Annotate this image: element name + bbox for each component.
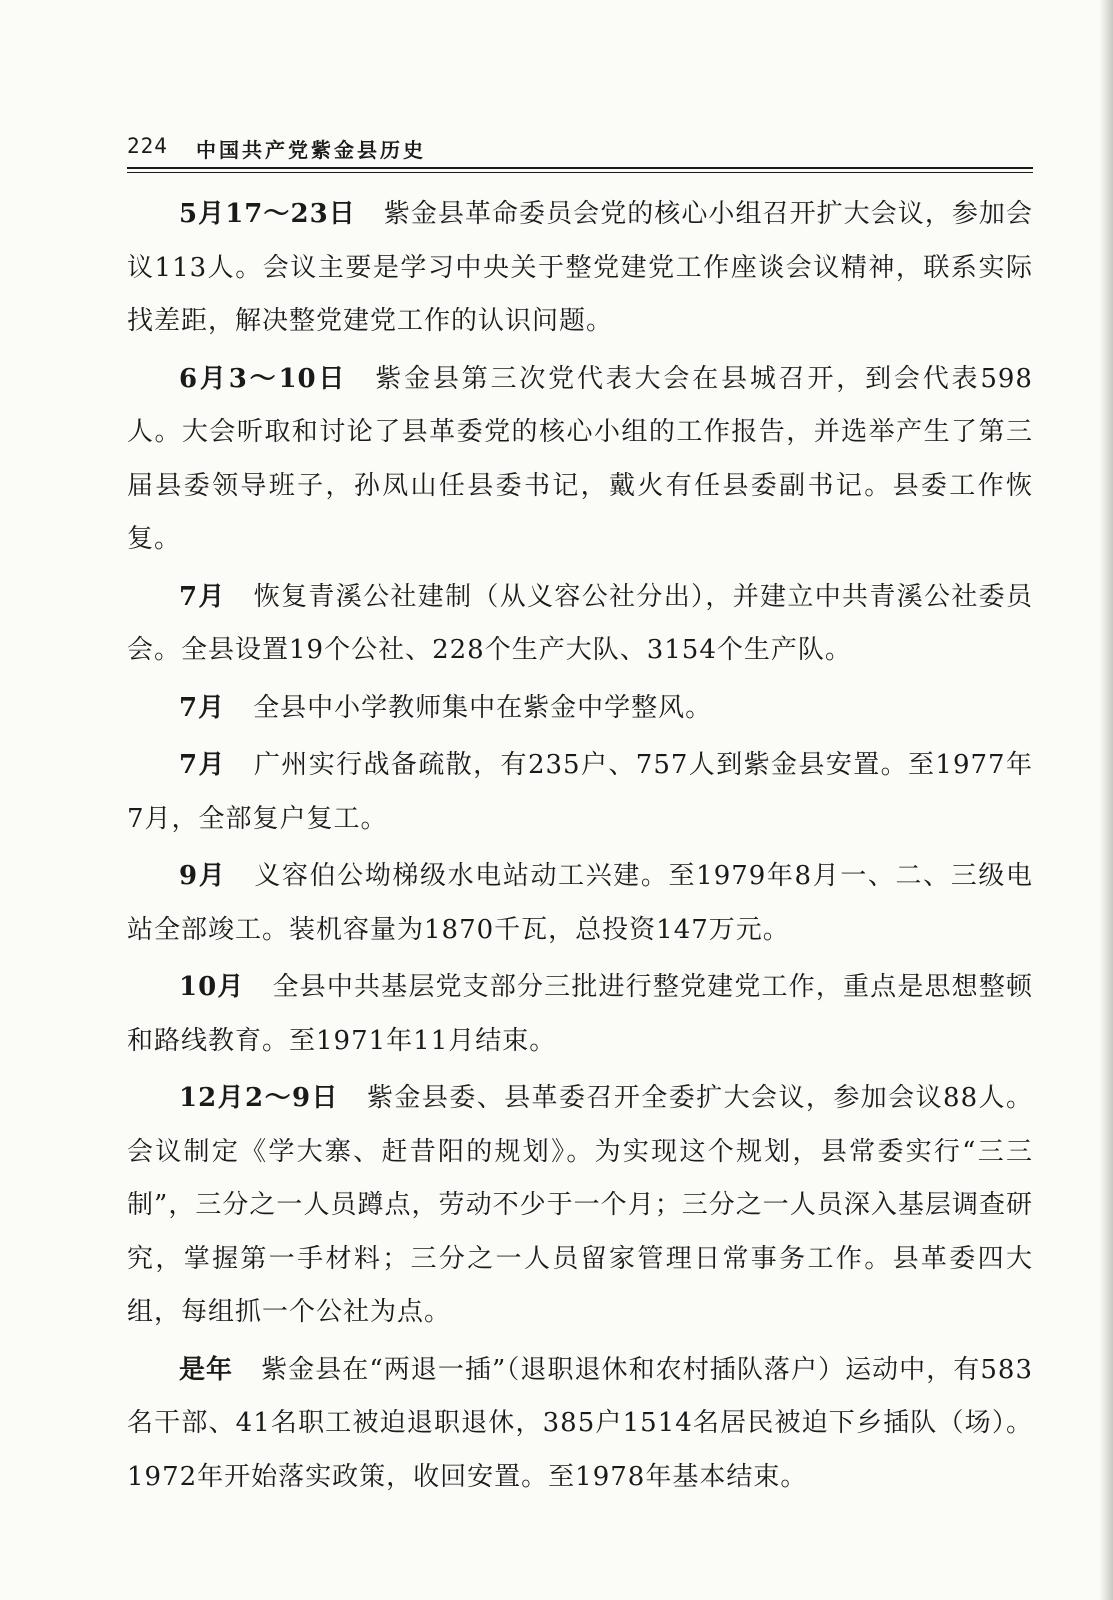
chronicle-entry <box>127 1072 1033 1340</box>
entry-date: 7月 <box>179 750 226 780</box>
chronicle-entry <box>127 1344 1033 1505</box>
entry-text: 紫金县第三次党代表大会在县城召开，到会代表598人。大会听取和讨论了县革委党的核心小组的工作报告，并选举产生了第三届县委领导班子，孙凤山任县委书记，戴火有任县委副书记。县委工作恢复。 <box>127 363 1033 554</box>
entry-date: 7月 <box>179 692 226 723</box>
entry-text: 广州实行战备疏散，有235户、757人到紫金县安置。至1977年7月，全部复户复工。 <box>127 750 1034 834</box>
book-title: 中国共产党紫金县历史 <box>196 138 426 162</box>
chronicle-entry <box>127 188 1033 349</box>
entry-text: 全县中共基层党支部分三批进行整党建党工作，重点是思想整顿和路线教育。至1971年11月结束。 <box>127 972 1033 1056</box>
chronicle-entry <box>127 961 1033 1068</box>
chronicle-entry <box>127 571 1033 678</box>
entry-text: 义容伯公坳梯级水电站动工兴建。至1979年8月一、二、三级电站全部竣工。装机容量为1870千瓦，总投资147万元。 <box>127 861 1033 945</box>
entry-text: 紫金县在“两退一插”（退职退休和农村插队落户）运动中，有583名干部、41名职工被迫退职退休，385户1514名居民被迫下乡插队（场）。1972年开始落实政策，收回安置。至1978年基本结束。 <box>127 1354 1033 1492</box>
chronicle-entry <box>127 353 1033 567</box>
entry-date: 是年 <box>179 1354 234 1385</box>
entry-text: 全县中小学教师集中在紫金中学整风。 <box>253 692 713 723</box>
entry-date: 10月 <box>179 972 245 1002</box>
chronicle-entry <box>127 850 1033 957</box>
entry-date: 9月 <box>179 861 227 891</box>
header-rule-thick <box>127 167 1033 169</box>
entry-text: 紫金县革命委员会党的核心小组召开扩大会议，参加会议113人。会议主要是学习中央关于整党建党工作座谈会议精神，联系实际找差距，解决整党建党工作的认识问题。 <box>127 199 1033 336</box>
chronicle-body <box>127 188 1033 1508</box>
entry-text: 紫金县委、县革委召开全委扩大会议，参加会议88人。会议制定《学大寨、赶昔阳的规划》。为实现这个规划，县常委实行“三三制”，三分之一人员蹲点，劳动不少于一个月；三分之一人员深入基层调查研究，掌握第一手材料；三分之一人员留家管理日常事务工作。县革委四大组，每组抓一个公社为点。 <box>127 1083 1033 1327</box>
entry-date: 6月3～10日 <box>179 363 348 394</box>
page-number: 224 <box>127 134 168 158</box>
entry-text: 恢复青溪公社建制（从义容公社分出），并建立中共青溪公社委员会。全县设置19个公社、228个生产大队、3154个生产队。 <box>127 581 1033 665</box>
page-edge-shadow <box>1099 0 1113 1600</box>
chronicle-entry <box>127 739 1033 846</box>
entry-date: 7月 <box>179 581 226 612</box>
chronicle-entry <box>127 682 1033 736</box>
entry-date: 12月2～9日 <box>179 1083 339 1113</box>
running-header <box>127 134 1033 164</box>
header-rule-thin <box>127 172 1033 173</box>
entry-date: 5月17～23日 <box>179 199 356 229</box>
